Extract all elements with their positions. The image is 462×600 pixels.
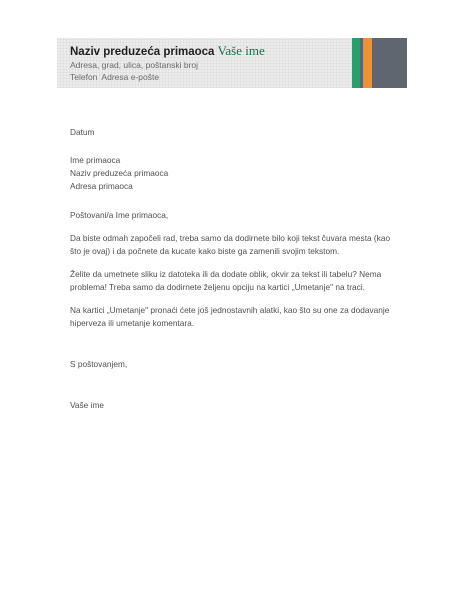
body-paragraph-1[interactable]: [70, 232, 410, 258]
recipient-name[interactable]: Ime primaoca: [70, 155, 121, 165]
letterhead-title: [70, 44, 350, 59]
stripe-green: [352, 38, 360, 88]
stripe-gray-wide: [375, 38, 407, 88]
sender-address[interactable]: Adresa, grad, ulica, poštanski broj: [70, 60, 199, 70]
letterhead: [70, 44, 350, 83]
recipient-company-heading[interactable]: Naziv preduzeća primaoca: [70, 46, 215, 58]
sender-email[interactable]: Adresa e-pošte: [101, 72, 160, 82]
sender-contact: [70, 71, 350, 83]
paragraph-line: Na kartici „Umetanje" pronaći ćete još jednostavnih alatki, kao što su one za dodavanje: [70, 305, 390, 315]
paragraph-line: što je ovaj) i da počnete da kucate kako biste ga zamenili svojim tekstom.: [70, 246, 340, 256]
closing[interactable]: S poštovanjem,: [70, 359, 128, 369]
letter-date[interactable]: Datum: [70, 127, 95, 137]
signature-name[interactable]: Vaše ime: [70, 400, 104, 410]
recipient-address[interactable]: Adresa primaoca: [70, 181, 133, 191]
body-paragraph-3[interactable]: [70, 304, 410, 330]
stripe-orange: [363, 38, 372, 88]
recipient-block: [70, 154, 410, 193]
paragraph-line: Želite da umetnete sliku iz datoteka ili da dodate oblik, okvir za tekst ili tabelu? Nema: [70, 269, 382, 279]
recipient-company[interactable]: Naziv preduzeća primaoca: [70, 168, 169, 178]
paragraph-line: Da biste odmah započeli rad, treba samo da dodirnete bilo koji tekst čuvara mesta (kao: [70, 233, 391, 243]
sender-name-heading[interactable]: Vaše ime: [217, 43, 265, 58]
salutation[interactable]: Poštovani/a Ime primaoca,: [70, 210, 169, 220]
paragraph-line: hiperveza ili umetanje komentara.: [70, 318, 195, 328]
sender-phone[interactable]: Telefon: [70, 72, 98, 82]
paragraph-line: problema! Treba samo da dodirnete željenu opciju na kartici „Umetanje" na traci.: [70, 282, 365, 292]
decorative-stripes: [352, 38, 407, 88]
letter-body: [70, 126, 410, 412]
body-paragraph-2[interactable]: [70, 268, 410, 294]
